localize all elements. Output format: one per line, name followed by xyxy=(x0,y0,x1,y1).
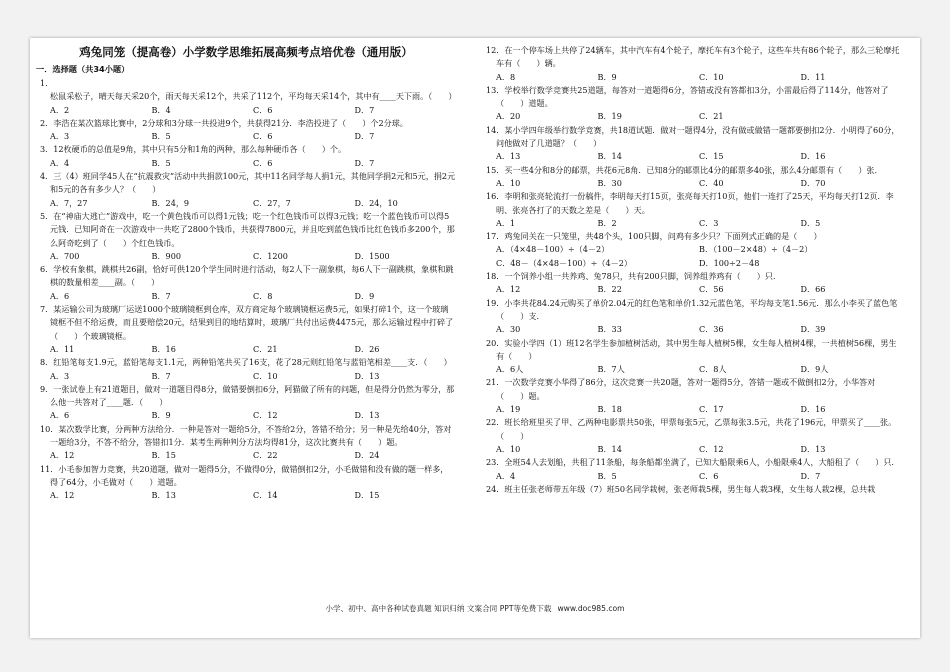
question-item xyxy=(36,143,456,170)
question-number: 16． xyxy=(486,191,505,202)
question-text xyxy=(36,383,456,410)
answer-option: B．（100－2×48）÷（4－2） xyxy=(699,244,813,255)
question-item xyxy=(482,44,902,84)
question-item xyxy=(482,483,902,496)
question-item xyxy=(36,383,456,423)
question-item xyxy=(482,297,902,337)
answer-option: D．16 xyxy=(800,404,826,415)
answer-option: D．24 xyxy=(354,450,380,461)
question-item xyxy=(36,170,456,210)
answer-option: B．33 xyxy=(597,324,622,335)
question-item xyxy=(482,270,902,297)
question-number: 4． xyxy=(40,171,54,182)
question-body: 班长给班里买了甲、乙两种电影票共50张，甲票每张5元，乙票每张3.5元，共花了196元，甲票买了____张。（ ） xyxy=(496,417,897,441)
question-body: 一个饲养小组一共养鸡、兔78只，共有200只脚，饲养组养鸡有（ ）只． xyxy=(504,271,782,282)
answer-option: D．16 xyxy=(800,151,826,162)
answer-option: D．13 xyxy=(354,370,380,381)
question-item xyxy=(36,77,456,117)
answer-option: C．10 xyxy=(699,71,724,82)
question-number: 18． xyxy=(486,271,505,282)
answer-option: C．6 xyxy=(253,157,273,168)
question-body: 三（4）班同学45人在“抗震救灾”活动中共捐款100元，其中11名同学每人捐1元，其他同学捐2元和5元，捐2元和5元的各有多少人？（ ） xyxy=(50,171,456,195)
answer-option-row xyxy=(482,257,902,270)
question-number: 14． xyxy=(486,124,505,135)
answer-option: C．56 xyxy=(699,284,724,295)
question-body: 李浩在某次篮球比赛中，2分球和3分球一共投进9个，共获得21分．李浩投进了（ ）个2分球。 xyxy=(53,117,408,128)
answer-options xyxy=(36,104,456,117)
answer-option: B．13 xyxy=(151,490,176,501)
answer-option: B．9 xyxy=(597,71,617,82)
answer-options xyxy=(36,290,456,303)
answer-options xyxy=(36,197,456,210)
answer-option: D．26 xyxy=(354,343,380,354)
answer-option: D．9人 xyxy=(800,364,829,375)
answer-option: A．11 xyxy=(50,343,75,354)
question-body: 一次数学竞赛小华得了86分，这次竞赛一共20题，答对一题得5分，答错一题或不做倒扣2分，小华答对（ ）题。 xyxy=(496,377,876,401)
question-text xyxy=(36,263,456,290)
answer-options xyxy=(482,443,902,456)
question-body: 12枚硬币的总值是9角，其中只有5分和1角的两种，那么每种硬币各（ ）个。 xyxy=(53,144,347,155)
answer-option: B．2 xyxy=(597,217,617,228)
answer-option: B．5 xyxy=(151,157,171,168)
question-body: 小毛参加智力竞赛，共20道题，做对一题得5分，不做得0分，做错倒扣2分，小毛做错和没有做的题一样多，得了64分，小毛做对（ ）道题。 xyxy=(50,463,449,487)
answer-option: A．3 xyxy=(50,131,70,142)
answer-option: A．10 xyxy=(496,443,521,454)
page-footer xyxy=(0,603,950,614)
question-text xyxy=(482,337,902,364)
question-text xyxy=(36,170,456,197)
question-list-left xyxy=(36,77,456,503)
question-item xyxy=(36,303,456,356)
question-item xyxy=(36,356,456,383)
answer-option: D．11 xyxy=(800,71,826,82)
answer-option: A．4 xyxy=(50,157,70,168)
question-item xyxy=(482,84,902,124)
question-body: 一张试卷上有21道题目，做对一道题目得8分，做错要倒扣6分，阿猫做了所有的问题，但是得分仍然为零分，那么他一共答对了____题．（ ） xyxy=(50,383,455,408)
answer-option: C．12 xyxy=(699,443,724,454)
answer-options xyxy=(36,409,456,422)
answer-option: D．24，10 xyxy=(354,197,398,208)
answer-option: D．15 xyxy=(354,490,380,501)
answer-option-row xyxy=(482,243,902,256)
question-item xyxy=(36,117,456,144)
question-list-right xyxy=(482,44,902,496)
answer-option: A．7，27 xyxy=(50,197,88,208)
footer-text: 小学、初中、高中各种试卷真题 知识归纳 文案合同 PPT等免费下载 xyxy=(325,604,552,613)
answer-options xyxy=(482,177,902,190)
answer-option: D．7 xyxy=(354,157,375,168)
answer-options xyxy=(36,489,456,502)
question-text xyxy=(482,483,902,496)
answer-option: B．5 xyxy=(151,131,171,142)
question-number: 15． xyxy=(486,164,505,175)
right-column xyxy=(482,44,902,496)
answer-option: D．9 xyxy=(354,290,375,301)
answer-option: D．5 xyxy=(800,217,821,228)
answer-option: D．7 xyxy=(354,104,375,115)
question-number: 8． xyxy=(40,357,54,368)
answer-option: C．6 xyxy=(253,104,273,115)
answer-option: B．16 xyxy=(151,343,176,354)
question-text xyxy=(482,164,902,177)
question-number: 10． xyxy=(40,423,59,434)
answer-option: D．70 xyxy=(800,177,826,188)
answer-option: A．8 xyxy=(496,71,516,82)
question-number: 24． xyxy=(486,483,505,494)
answer-option: B．14 xyxy=(597,443,622,454)
question-item xyxy=(482,164,902,191)
answer-option: D．7 xyxy=(354,131,375,142)
question-item xyxy=(482,376,902,416)
answer-option: A．（4×48－100）÷（4－2） xyxy=(496,244,610,255)
question-number: 23． xyxy=(486,457,505,468)
question-body: 李明和张亮轮流打一份稿件，李明每天打15页，张亮每天打10页，他们一连打了25天，平均每天打12页．李明、张亮各打了的天数之差是（ ）天。 xyxy=(496,191,894,215)
question-number: 11． xyxy=(40,463,59,474)
answer-options xyxy=(36,157,456,170)
answer-option: C．8人 xyxy=(699,364,727,375)
answer-option: C．17 xyxy=(699,404,724,415)
answer-option: A．6 xyxy=(50,410,70,421)
question-number: 17． xyxy=(486,231,505,242)
question-body: 某次数学比赛，分两种方法给分．一种是答对一题给5分，不答给2分，答错不给分；另一种是先给40分，答对一题给3分，不答不给分，答错扣1分．某考生两种判分方法均得81分，这次比赛共有（ ）题。 xyxy=(50,423,452,448)
answer-option: A．10 xyxy=(496,177,521,188)
question-number: 6． xyxy=(40,264,54,275)
answer-option: B．18 xyxy=(597,404,622,415)
answer-option: C．22 xyxy=(253,450,278,461)
answer-options xyxy=(482,217,902,230)
question-body: 学校有象棋，跳棋共26副，恰好可供120个学生同时进行活动，每2人下一副象棋，每6人下一副跳棋，象棋和跳棋的数量相差____副。（ ） xyxy=(50,264,454,288)
answer-option: D．13 xyxy=(354,410,380,421)
answer-options xyxy=(36,250,456,263)
answer-option: C．1200 xyxy=(253,250,288,261)
question-body: 全班54人去划船，共租了11条船，每条船都坐满了，已知大船限乘6人，小船限乘4人，大船租了（ ）只． xyxy=(504,457,900,468)
answer-options xyxy=(482,71,902,84)
section-heading: 一．选择题（共34小题） xyxy=(36,64,130,74)
question-number: 19． xyxy=(486,297,505,308)
answer-option: A．700 xyxy=(50,250,80,261)
answer-option: A．2 xyxy=(50,104,70,115)
question-number: 1． xyxy=(40,78,54,88)
answer-options xyxy=(36,130,456,143)
left-column xyxy=(36,44,456,503)
answer-options xyxy=(482,323,902,336)
answer-option: A．12 xyxy=(496,284,521,295)
answer-options xyxy=(36,343,456,356)
answer-option: A．12 xyxy=(50,450,75,461)
answer-options xyxy=(482,403,902,416)
answer-options xyxy=(482,283,902,296)
question-text xyxy=(36,117,456,130)
answer-option: A．12 xyxy=(50,490,75,501)
question-text xyxy=(36,77,456,104)
answer-option: C．6 xyxy=(253,131,273,142)
answer-option: A．20 xyxy=(496,111,521,122)
question-body: 在“神庙大逃亡”游戏中，吃一个黄色钱币可以得1元钱；吃一个红色钱币可以得3元钱；吃一个蓝色钱币可以得5元钱．已知阿奇在一次游戏中一共吃了2800个钱币，共获得7800元，并且吃到蓝色钱币比红色钱币多200个，那么阿奇吃到了（ ）个红色钱币。 xyxy=(50,210,455,248)
question-text xyxy=(36,210,456,250)
answer-option: A．13 xyxy=(496,151,521,162)
question-number: 2． xyxy=(40,117,54,128)
question-body: 某运输公司为玻璃厂运送1000个玻璃镜框到仓库，双方商定每个玻璃镜框运费5元，如果打碎1个，这一个玻璃镜框不但不给运费，而且要赔偿20元，结果到目的地结算时，玻璃厂共付出运费4475元，那么运输过程中打碎了（ ）个玻璃镜框。 xyxy=(50,304,454,341)
answer-option: D．1500 xyxy=(354,250,390,261)
answer-option: B．7人 xyxy=(597,364,625,375)
question-number: 7． xyxy=(40,304,54,315)
answer-option: D．66 xyxy=(800,284,826,295)
answer-option: C．48－（4×48－100）÷（4－2） xyxy=(496,257,633,268)
answer-options xyxy=(482,363,902,376)
question-number: 21． xyxy=(486,377,505,388)
question-text xyxy=(36,303,456,343)
question-number: 22． xyxy=(486,417,505,428)
answer-option: D．39 xyxy=(800,324,826,335)
answer-option: C．8 xyxy=(253,290,273,301)
question-text xyxy=(482,124,902,151)
answer-option: C．14 xyxy=(253,490,278,501)
question-body: 松鼠采松子，晴天每天采20个，雨天每天采12个，共采了112个，平均每天采14个，其中有____天下雨。（ ） xyxy=(50,91,457,102)
answer-option: A．19 xyxy=(496,404,521,415)
question-item xyxy=(482,416,902,456)
answer-option: B．15 xyxy=(151,450,176,461)
question-number: 3． xyxy=(40,144,54,155)
footer-url[interactable]: www.doc985.com xyxy=(557,604,625,613)
question-body: 买一些4分和8分的邮票，共花6元8角．已知8分的邮票比4分的邮票多40张，那么4分邮票有（ ）张． xyxy=(504,164,883,175)
question-body: 小李共花84.24元购买了单价2.04元的红色笔和单价1.32元蓝色笔，平均每支笔1.56元．那么小李买了蓝色笔（ ）支． xyxy=(496,297,898,321)
document-page xyxy=(30,38,920,638)
answer-option: A．1 xyxy=(496,217,516,228)
question-text xyxy=(482,44,902,71)
question-number: 13． xyxy=(486,84,505,95)
question-item xyxy=(36,210,456,263)
question-text xyxy=(482,230,902,243)
question-text xyxy=(482,376,902,403)
question-text xyxy=(36,423,456,450)
answer-option: A．30 xyxy=(496,324,521,335)
question-body: 班主任张老师带五年级（7）班50名同学栽树，张老师栽5棵，男生每人栽3棵，女生每人栽2棵，总共栽 xyxy=(504,483,876,494)
question-text xyxy=(36,463,456,490)
question-text xyxy=(36,356,456,369)
answer-option: B．14 xyxy=(597,151,622,162)
page-title: 鸡兔同笼（提高卷）小学数学思维拓展高频考点培优卷（通用版） xyxy=(79,45,413,59)
answer-option: B．4 xyxy=(151,104,171,115)
question-item xyxy=(482,190,902,230)
question-text xyxy=(482,190,902,217)
answer-option: B．30 xyxy=(597,177,622,188)
question-item xyxy=(482,456,902,483)
question-text xyxy=(482,270,902,283)
answer-option: B．900 xyxy=(151,250,181,261)
answer-option: A．4 xyxy=(496,470,516,481)
question-body: 鸡兔同关在一只笼里，共48个头，100只脚，问鸡有多少只？下面列式正确的是（ ） xyxy=(504,231,822,242)
answer-options xyxy=(482,470,902,483)
question-body: 红铅笔每支1.9元，蓝铅笔每支1.1元，两种铅笔共买了16支，花了28元则红铅笔与蓝铅笔相差____支．（ ） xyxy=(53,357,452,368)
question-text xyxy=(36,143,456,156)
answer-options xyxy=(482,110,902,123)
answer-option: B．7 xyxy=(151,370,171,381)
answer-option: C．10 xyxy=(253,370,278,381)
answer-options xyxy=(36,370,456,383)
answer-option: C．27，7 xyxy=(253,197,291,208)
question-text xyxy=(482,84,902,111)
question-body: 学校举行数学竞赛共25道题，每答对一道题得6分，答错或没有答都扣3分，小雷最后得了114分，他答对了（ ）道题。 xyxy=(496,84,889,109)
answer-option: A．6人 xyxy=(496,364,524,375)
answer-option: D．100÷2－48 xyxy=(699,257,760,268)
answer-option: C．12 xyxy=(253,410,278,421)
question-item xyxy=(36,423,456,463)
answer-option: C．15 xyxy=(699,151,724,162)
answer-option: D．7 xyxy=(800,470,821,481)
answer-option: C．6 xyxy=(699,470,719,481)
answer-option: C．3 xyxy=(699,217,719,228)
question-body: 实验小学四（1）班12名学生参加植树活动，其中男生每人植树5棵，女生每人植树4棵，一共植树56棵，男生有（ ） xyxy=(496,337,897,361)
answer-option: C．21 xyxy=(699,111,724,122)
question-number: 9． xyxy=(40,383,54,394)
question-text xyxy=(482,416,902,443)
question-item xyxy=(36,263,456,303)
answer-option: A．3 xyxy=(50,370,70,381)
question-number: 5． xyxy=(40,210,54,221)
answer-option: C．21 xyxy=(253,343,278,354)
answer-option: A．6 xyxy=(50,290,70,301)
answer-options xyxy=(482,150,902,163)
question-number: 12． xyxy=(486,45,505,55)
question-item xyxy=(482,230,902,270)
answer-option: D．13 xyxy=(800,443,826,454)
answer-option: B．9 xyxy=(151,410,171,421)
answer-option: B．5 xyxy=(597,470,617,481)
answer-option: B．7 xyxy=(151,290,171,301)
answer-option: B．19 xyxy=(597,111,622,122)
answer-option: C．40 xyxy=(699,177,724,188)
answer-option: B．24，9 xyxy=(151,197,190,208)
question-item xyxy=(482,124,902,164)
answer-option: C．36 xyxy=(699,324,724,335)
question-body: 某小学四年级举行数学竞赛，共18道试题．做对一题得4分，没有做或做错一题都要倒扣2分．小明得了60分，问他做对了几道题？（ ） xyxy=(496,124,900,149)
question-body: 在一个停车场上共停了24辆车，其中汽车有4个轮子，摩托车有3个轮子，这些车共有86个轮子，那么三轮摩托车有（ ）辆。 xyxy=(496,45,900,69)
question-item xyxy=(482,337,902,377)
question-item xyxy=(36,463,456,503)
answer-option: B．22 xyxy=(597,284,622,295)
question-number: 20． xyxy=(486,337,505,348)
question-text xyxy=(482,456,902,469)
question-text xyxy=(482,297,902,324)
answer-options xyxy=(36,449,456,462)
